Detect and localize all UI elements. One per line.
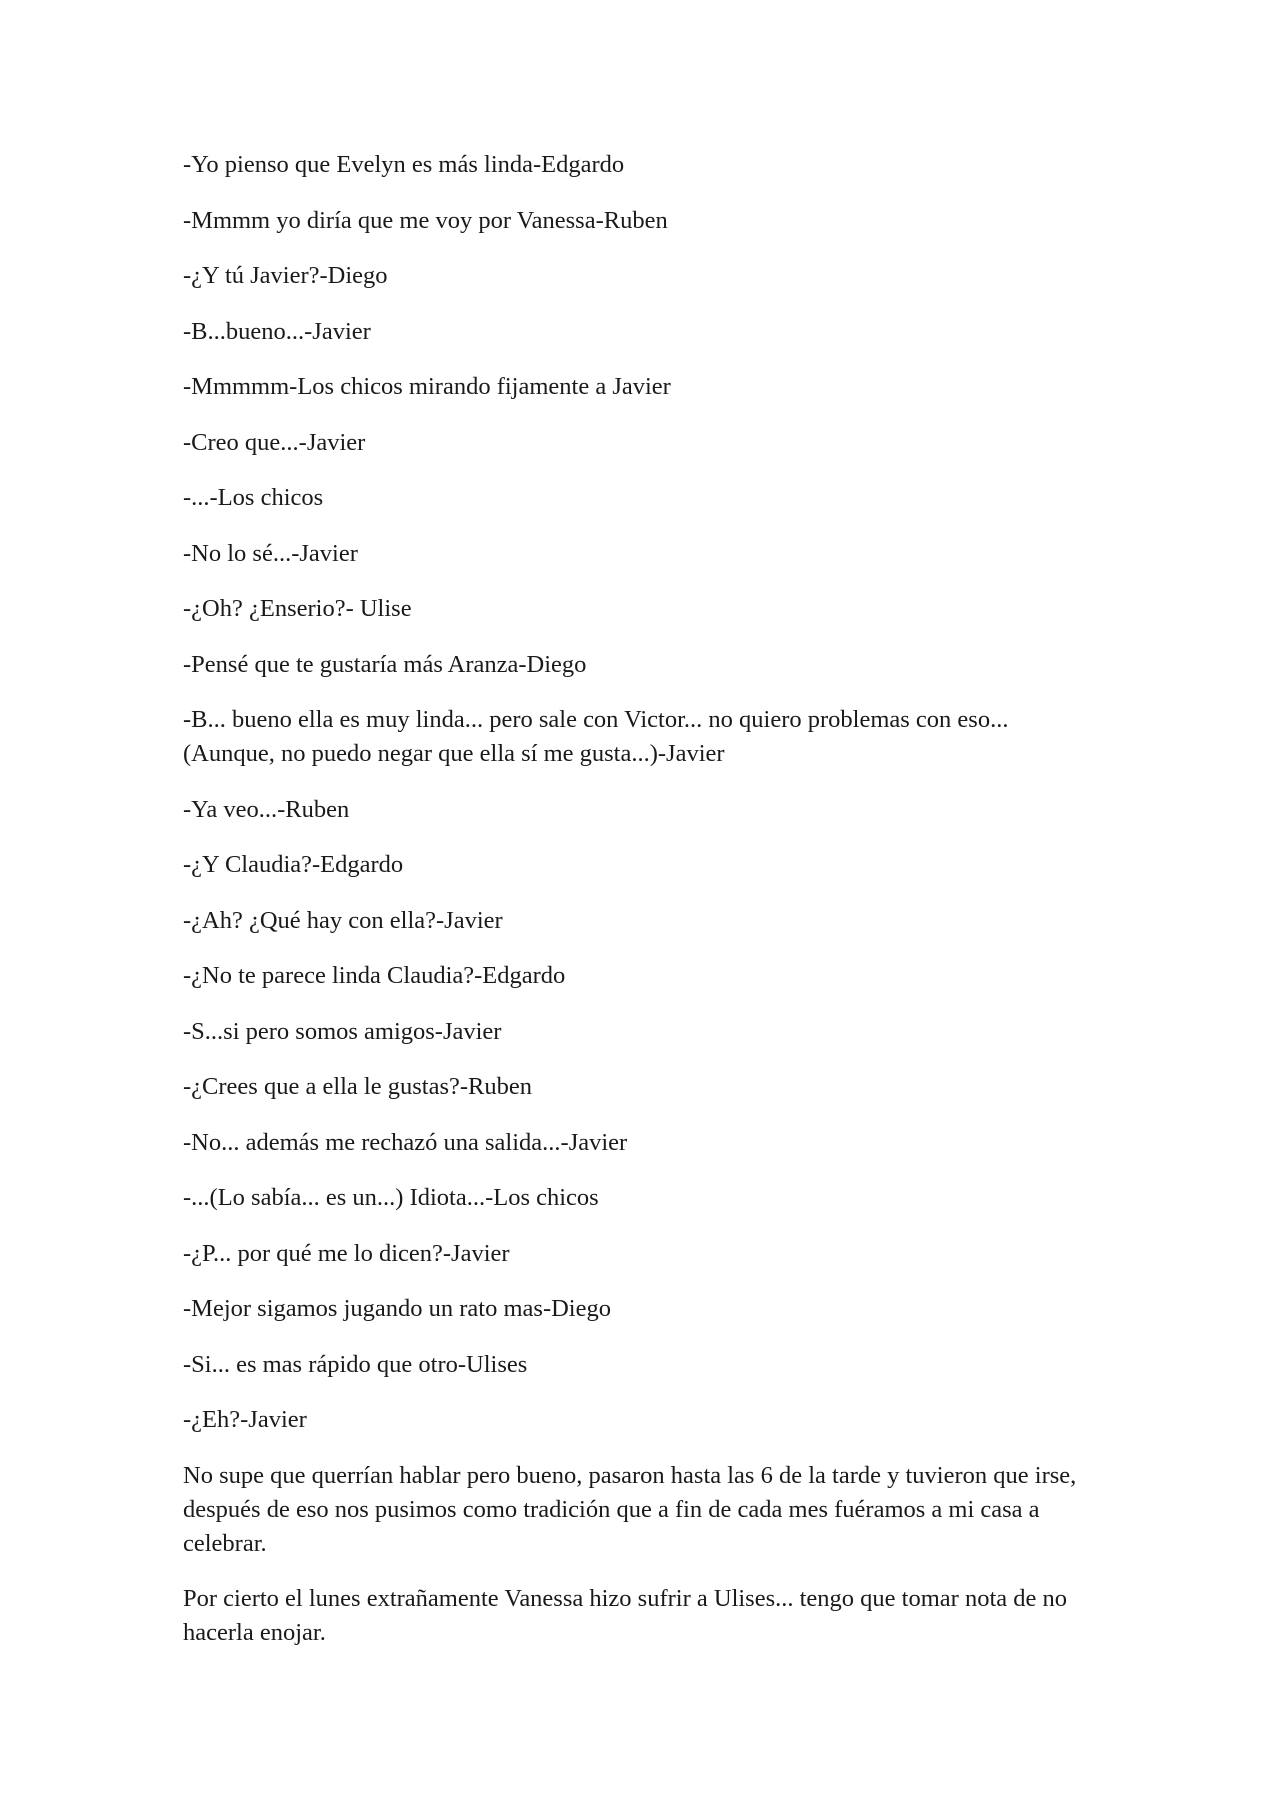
dialogue-line: -Mmmmm-Los chicos mirando fijamente a Javier <box>183 373 671 400</box>
dialogue-line: -¿Y tú Javier?-Diego <box>183 262 388 289</box>
dialogue-line: -...-Los chicos <box>183 484 324 511</box>
dialogue-line: -¿P... por qué me lo dicen?-Javier <box>183 1239 510 1267</box>
dialogue-line: -Yo pienso que Evelyn es más linda-Edgardo <box>183 151 625 178</box>
dialogue-line: -¿No te parece linda Claudia?-Edgardo <box>183 962 566 989</box>
dialogue-line: -Mejor sigamos jugando un rato mas-Diego <box>183 1295 611 1322</box>
dialogue-line: -Pensé que te gustaría más Aranza-Diego <box>183 650 587 678</box>
narrative-paragraph: No supe que querrían hablar pero bueno, pasaron hasta las 6 de la tarde y tuvieron que irse, después de eso nos pusimos como tradición que a fin de cada mes fuéramos a mi casa a celebrar. <box>183 1461 1077 1557</box>
narrative-paragraph: Por cierto el lunes extrañamente Vanessa hizo sufrir a Ulises... tengo que tomar nota de no hacerla enojar. <box>183 1584 1068 1646</box>
dialogue-line: -Si... es mas rápido que otro-Ulises <box>183 1350 528 1378</box>
dialogue-line: -¿Ah? ¿Qué hay con ella?-Javier <box>183 906 503 934</box>
dialogue-line: -¿Y Claudia?-Edgardo <box>183 851 404 878</box>
dialogue-line: -B... bueno ella es muy linda... pero sale con Victor... no quiero problemas con eso... (Aunque, no puedo negar que ella sí me gusta...)-Javier <box>183 706 1015 767</box>
dialogue-line: -S...si pero somos amigos-Javier <box>183 1017 502 1045</box>
dialogue-line: -Creo que...-Javier <box>183 428 366 456</box>
dialogue-line: -No... además me rechazó una salida...-Javier <box>183 1128 628 1156</box>
dialogue-line: -Ya veo...-Ruben <box>183 795 350 823</box>
body-text <box>183 148 1103 1671</box>
dialogue-line: -Mmmm yo diría que me voy por Vanessa-Ruben <box>183 206 668 234</box>
dialogue-line: -No lo sé...-Javier <box>183 539 358 567</box>
dialogue-line: -¿Oh? ¿Enserio?- Ulise <box>183 595 412 622</box>
dialogue-line: -...(Lo sabía... es un...) Idiota...-Los chicos <box>183 1184 599 1211</box>
dialogue-line: -¿Eh?-Javier <box>183 1406 307 1433</box>
dialogue-line: -B...bueno...-Javier <box>183 317 371 345</box>
dialogue-line: -¿Crees que a ella le gustas?-Ruben <box>183 1073 532 1100</box>
